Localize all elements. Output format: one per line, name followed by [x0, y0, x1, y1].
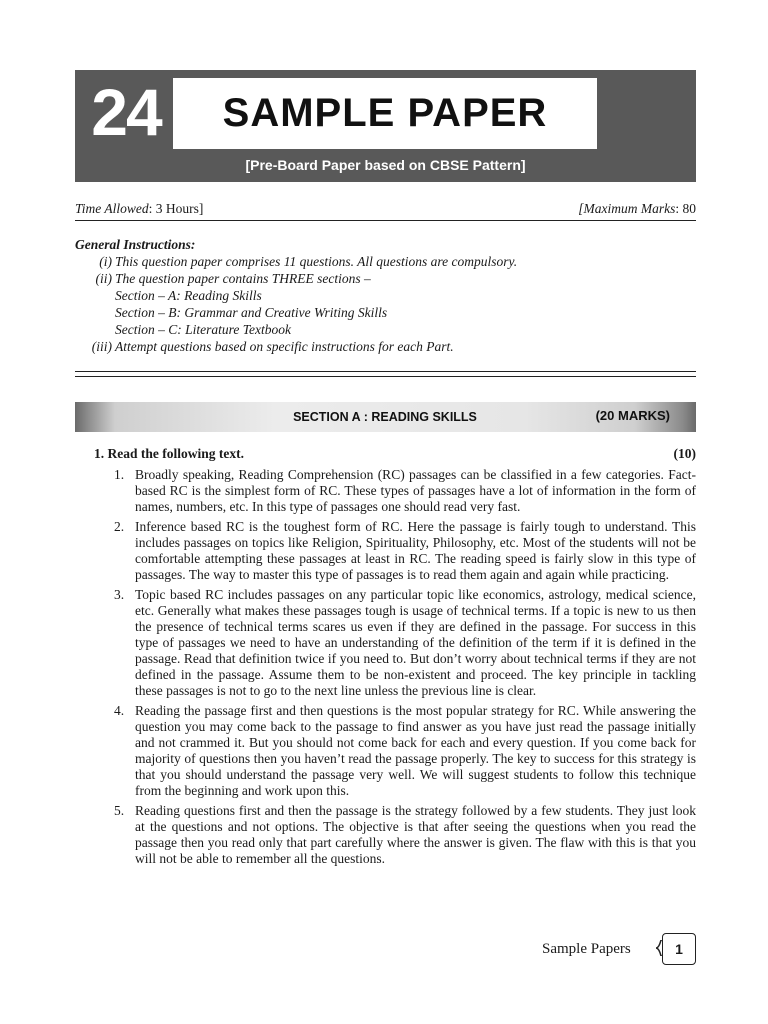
- passage-item-number: 2.: [114, 519, 125, 534]
- passage-item: [94, 519, 696, 583]
- page-number: 1: [662, 933, 696, 965]
- instructions-heading: General Instructions:: [75, 237, 196, 252]
- question-block: [94, 446, 696, 871]
- time-value: : 3 Hours]: [148, 201, 204, 216]
- instruction-subitem: [75, 287, 696, 304]
- instruction-text: Section – A: Reading Skills: [115, 288, 262, 303]
- instruction-item: [75, 253, 696, 270]
- maximum-marks: [578, 200, 696, 218]
- instruction-text: Section – B: Grammar and Creative Writing Skills: [115, 305, 388, 320]
- instruction-subitem: [75, 304, 696, 321]
- question-number: 1.: [94, 446, 105, 461]
- passage-item-number: 1.: [114, 467, 125, 482]
- paper-number: 24: [91, 75, 161, 149]
- exam-meta-row: [75, 200, 696, 221]
- passage-item: [94, 803, 696, 867]
- instruction-text: Attempt questions based on specific instructions for each Part.: [115, 339, 454, 354]
- instruction-text: The question paper contains THREE sections –: [115, 271, 371, 286]
- passage-item-text: Topic based RC includes passages on any particular topic like economics, astrology, medical science, etc. Generally what makes these passages tough is usage of technical terms. If a topic is new to us then the presence of technical terms scares us even if they are defined in the passage. For success in this type of passages we need to have an understanding of the definition of the term if it is defined in the passage. Read that definition twice if you need to. But don’t worry about technical terms if they are not defined in the passage. Assume them to be non-existent and proceed. The key principle in tackling these passages is not to go to the next line unless the previous line is clear.: [135, 587, 696, 698]
- passage-item-text: Inference based RC is the toughest form of RC. Here the passage is fairly tough to understand. This includes passages on topics like Religion, Spirituality, Philosophy, etc. Most of the students will not be comfortable attempting these passages at least in RC. The reading speed is fairly slow in this type of passages. The way to master this type of passages is to read them again and again while practicing.: [135, 519, 696, 582]
- time-label: Time Allowed: [75, 201, 149, 216]
- marks-value: : 80: [675, 201, 696, 216]
- passage-item: [94, 467, 696, 515]
- instruction-number: (i): [99, 254, 112, 269]
- double-divider: [75, 371, 696, 377]
- instruction-number: (iii): [91, 339, 112, 354]
- passage-item-number: 5.: [114, 803, 125, 818]
- passage-item-number: 4.: [114, 703, 125, 718]
- instruction-text: This question paper comprises 11 questions. All questions are compulsory.: [115, 254, 518, 269]
- marks-label: [Maximum Marks: [578, 201, 676, 216]
- instruction-number: (ii): [95, 271, 112, 286]
- instruction-item: [75, 338, 696, 355]
- passage-list: [94, 467, 696, 867]
- paper-title: SAMPLE PAPER: [173, 78, 597, 149]
- passage-item: [94, 587, 696, 699]
- section-header-bar: [75, 402, 696, 432]
- instruction-text: Section – C: Literature Textbook: [115, 322, 291, 337]
- section-marks: (20 MARKS): [595, 408, 670, 423]
- passage-item: [94, 703, 696, 799]
- instruction-subitem: [75, 321, 696, 338]
- passage-item-text: Reading the passage first and then questions is the most popular strategy for RC. While answering the question you may come back to the passage to find answer as you have just read the passage initially and not crammed it. But you should not come back for each and every question. If you come back for majority of questions then you haven’t read the passage properly. The key to success for this strategy is that you should understand the passage very well. We will suggest students to follow this technique from the beginning and work upon this.: [135, 703, 696, 798]
- paper-subtitle: [Pre-Board Paper based on CBSE Pattern]: [245, 157, 526, 173]
- header-banner: [75, 70, 696, 182]
- time-allowed: [75, 200, 203, 218]
- passage-item-number: 3.: [114, 587, 125, 602]
- page-footer: [540, 932, 700, 966]
- section-title: SECTION A : READING SKILLS: [293, 410, 477, 424]
- question-marks: (10): [673, 446, 696, 461]
- footer-label: Sample Papers: [542, 941, 631, 957]
- question-prompt: Read the following text.: [107, 446, 244, 461]
- passage-item-text: Reading questions first and then the passage is the strategy followed by a few students. They just look at the questions and not options. The objective is that after seeing the questions when you read the passage then you read only that part carefully where the answer is given. The flaw with this is that you will not be able to remember all the questions.: [135, 803, 696, 866]
- general-instructions: [75, 236, 696, 355]
- question-heading: [94, 446, 696, 464]
- instruction-item: [75, 270, 696, 287]
- passage-item-text: Broadly speaking, Reading Comprehension (RC) passages can be classified in a few categories. Fact-based RC is the simplest form of RC. These types of passages have a lot of information in the form of names, numbers, etc. In this type of passages one should read very fast.: [135, 467, 696, 514]
